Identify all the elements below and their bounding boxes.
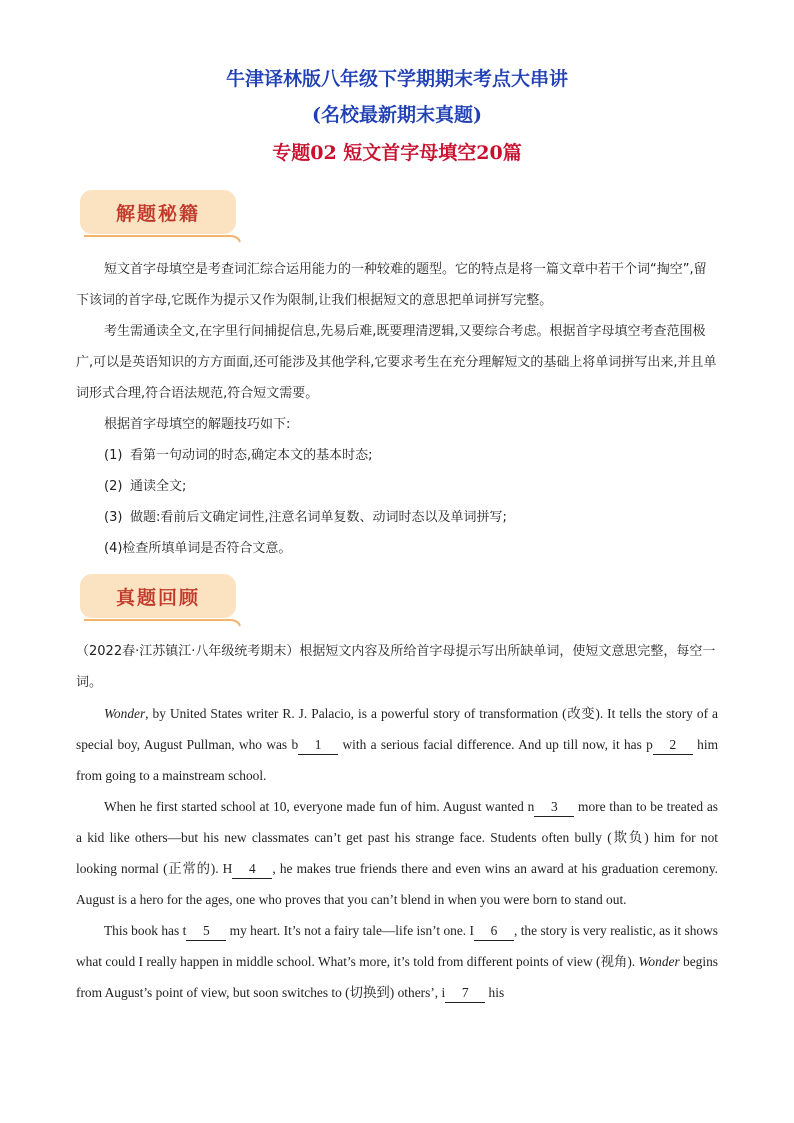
tips-paragraph-3: 根据首字母填空的解题技巧如下: xyxy=(104,417,291,432)
book-title: Wonder xyxy=(104,706,146,721)
list-item: (4)检查所填单词是否符合文意。 xyxy=(104,541,292,556)
blank-4[interactable]: 4 xyxy=(232,860,272,879)
doc-topic: 专题02 短文首字母填空20篇 xyxy=(272,142,522,164)
blank-1[interactable]: 1 xyxy=(298,736,338,755)
badge-label: 真题回顾 xyxy=(80,574,236,618)
tips-paragraph-1: 短文首字母填空是考查词汇综合运用能力的一种较难的题型。它的特点是将一篇文章中若干个词“掏空”,留下该词的首字母,它既作为提示又作为限制,让我们根据短文的意思把单词拼写完整。 xyxy=(76,262,707,308)
blank-7[interactable]: 7 xyxy=(445,984,485,1003)
blank-5[interactable]: 5 xyxy=(186,922,226,941)
blank-6[interactable]: 6 xyxy=(474,922,514,941)
tips-paragraph-2: 考生需通读全文,在字里行间捕捉信息,先易后难,既要理清逻辑,又要综合考虑。根据首字母填空考查范围极广,可以是英语知识的方方面面,还可能涉及其他学科,它要求考生在充分理解短文的基础上将单词拼写出来,并且单词形式合理,符合语法规范,符合短文需要。 xyxy=(76,324,717,401)
doc-title: 牛津译林版八年级下学期期末考点大串讲 xyxy=(225,68,568,90)
list-item: (2) 通读全文; xyxy=(104,479,187,494)
passage-paragraph-3: This book has t 5 my heart. It’s not a fairy tale—life isn’t one. I 6 , the story is very realistic, as it shows what could I really happen in middle school. What’s more, it’s told from different points of view (视角). Wonder begins from August’s point of view, but soon switches to (切换到) others’, i 7 his xyxy=(76,915,718,1008)
passage-paragraph-1: Wonder, by United States writer R. J. Palacio, is a powerful story of transformation (改变). It tells the story of a special boy, August Pullman, who was b 1 with a serious facial difference. And up till now, it has p 2 him from going to a mainstream school. xyxy=(76,706,719,783)
doc-subtitle: (名校最新期末真题) xyxy=(312,104,482,126)
passage-paragraph-2: When he first started school at 10, everyone made fun of him. August wanted n 3 more than to be treated as a kid like others—but his new classmates can’t get past his strange face. Students often bully (欺负) him for not looking normal (正常的). H 4 , he makes true friends there and even wins an award at his graduation ceremony. August is a hero for the ages, one who proves that you can’t blend in when you were born to stand out. xyxy=(76,799,718,907)
blank-2[interactable]: 2 xyxy=(653,736,693,755)
blank-3[interactable]: 3 xyxy=(534,798,574,817)
list-item: (3) 做题:看前后文确定词性,注意名词单复数、动词时态以及单词拼写; xyxy=(104,510,507,525)
exercise-source: （2022春·江苏镇江·八年级统考期末）根据短文内容及所给首字母提示写出所缺单词，使短文意思完整，每空一词。 xyxy=(76,644,716,690)
section-badge-review xyxy=(76,568,718,636)
badge-label: 解题秘籍 xyxy=(80,190,236,234)
section-badge-tips xyxy=(76,184,718,252)
tips-list xyxy=(76,440,718,564)
book-title: Wonder xyxy=(638,954,680,969)
list-item: (1) 看第一句动词的时态,确定本文的基本时态; xyxy=(104,448,373,463)
